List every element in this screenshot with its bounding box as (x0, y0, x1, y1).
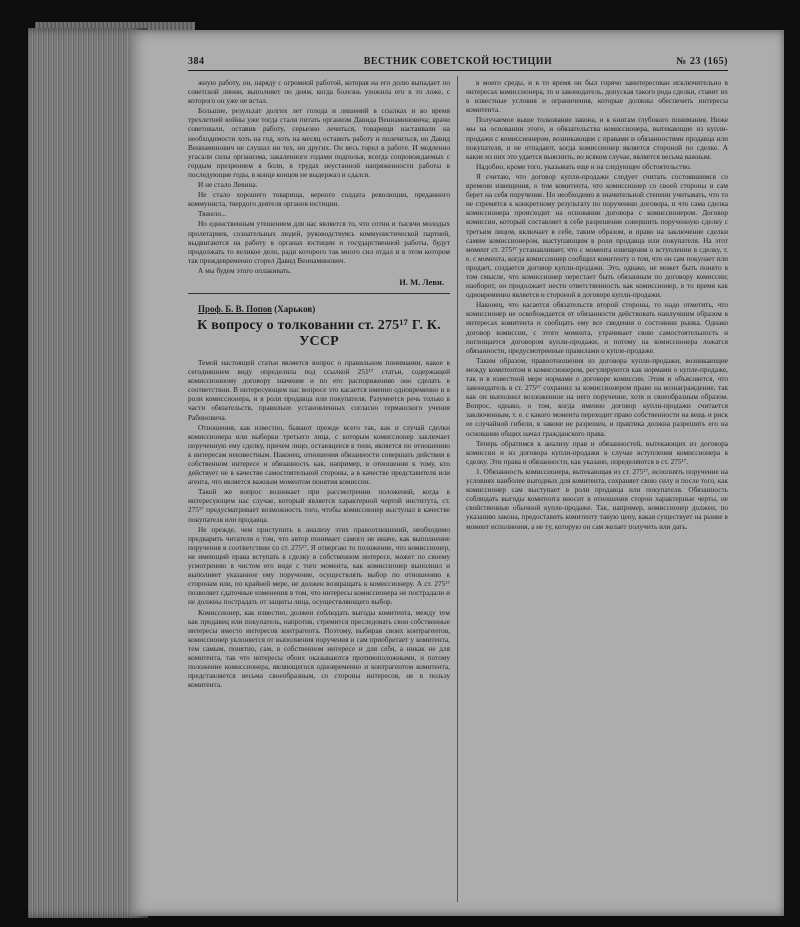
obituary-signature: И. М. Леви. (399, 276, 444, 287)
paragraph: Темой настоящей статьи является вопрос о правильном понимании, какое в сегодняшнем виду определила под ссылкой 251¹⁷ статьи, содержащей комиссионному договору значение и по его распоряжению оно сделать в соответствии. В интересующем нас вопросе это касается именно одновременно и в роли комиссионера, и в роли продавца или покупателя. Разумеется речь только в части обязательств, правильно установленных согласно германского учения Рабиновича. (188, 357, 450, 422)
paragraph: жную работу, он, наряду с огромной работой, которая на его долю выпадает по советской линии, выполняет по дням, когда болезнь уложила его в то ложе, с которого он уже не встал. (188, 78, 450, 106)
left-column (188, 78, 450, 900)
paragraph: Таким образом, правоотношения из договора купли-продажи, возникающие между комитентом и комиссионером, регулируются как нормами о купле-продаже, так и в известной мере нормами о договоре комиссии. Этим и объясняется, что законодатель в ст. 275¹⁷ сохранил за комиссионером право на вознаграждение, так как он выполнил возложенное на него поручение, хотя и своеобразным образом. Вопрос, однако, о том, когда именно договор купли-продажи считается заключенным, т. е. с какого момента переходит право собственности на вещь и риск ее случайной гибели, в законе не разрешен, и практика должна разрешить его на основании общих начал гражданского права. (466, 355, 728, 438)
article-title: К вопросу о толковании ст. 275¹⁷ Г. К. УССР (197, 317, 441, 349)
paragraph: 1. Обязанность комиссионера, вытекающая из ст. 275¹⁷, исполнять поручение на условиях наиболее выгодных для комитента, сохраняет свою силу и после того, как комиссионер сам выступает в роли продавца или покупателя. Обязанность соблюдать выгоды комитента вносит в отношения сторон характерные черты, не свойственные обычной купле-продаже. Так, например, комиссионер должен, по указанию закона, предоставить комитенту такую цену, какая существует на рынке в момент исполнения, а не ту, которую он сам желает получить или дать. (466, 466, 728, 531)
paragraph: Тяжело... (198, 209, 227, 219)
paragraph: Получаемое выше толкование закона, и к книгам глубокого понимания. Ниже мы на основании этого, и обязательства комиссионера, вытекающие из купли-продажи с комиссионером, возникающие с правами и обязанностями продавца или покупателя, и не отпадают, когда комиссионер является стороной по сделке. А какие из них это удается выяснить, во всяком случае, является весьма важным. (466, 115, 728, 161)
section-separator (188, 293, 450, 294)
page-content (188, 54, 728, 904)
paragraph: Наконец, что касается обязательств второй стороны, то надо отметить, что комиссионер не освобождается от обязанности действовать наилучшим образом в интересах комитента и сообщать ему все сведения о состоянии рынка. Однако договор комиссии, с этого момента, утрачивает свою самостоятельность и поглощается договором купли-продажи, и потому на комиссионера ложатся обязанности, предусмотренные правилами о купле-продаже. (466, 300, 728, 355)
paragraph: Теперь обратимся к анализу прав и обязанностей, вытекающих из договора комиссии и из договора купли-продажи в случае вступления комиссионера в сделку. Эти права и обязанности, как указано, определяются в ст. 275¹⁷. (466, 438, 728, 466)
paragraph: Комиссионер, как известно, должен соблюдать выгоды комитента, между тем как продавец или покупатель, напротив, стремится преследовать свои собственные интересы вместо интересов контрагента. Поэтому, выбирая своих контрагентов, комиссионер уклоняется от выполнения поручения и сам приобретает у комитента, тем самым, понятно, сам, в собственном интересе и для себя, а никак не для комитента, так что интересы обоих оказываются противоположными, и потому положение комиссионера, являющегося одновременно и контрагентом комитента, представляется весьма своеобразным, со стороны интересов, не в пользу комитента. (188, 607, 450, 690)
author-name: Проф. Б. В. Попов (198, 303, 273, 314)
journal-title: ВЕСТНИК СОВЕТСКОЙ ЮСТИЦИИ (363, 56, 553, 67)
paragraph: Большие, резульzат долгих лет голода и лишений в ссылках и во время трехлетней войны уже тогда стали питать организм Давида Вениаминовича; врачи советовали, оставив работу, серьезно лечиться, товарищи настаивали на необходимости хоть на год, хоть на месяц оставить работу и полечиться, но Давид Вениаминович не слушал ни тех, ни других. Он весь горел в работе. И медленно угасали силы организма, закаленного годами подполья, всегда сопровождаемых с гордым презрением к боли, в трудах неустанной напряженности работы в последующие годы, в конце концов не выдержал и сдался. (188, 106, 450, 179)
page-number: 384 (188, 56, 205, 67)
paragraph: Не прежде, чем приступить к анализу этих правоотношений, необходимо предварить читателя о том, что автор понимает самого не иначе, как выполнение поручения в соответствии со ст. 275¹⁷. Я отвергаю то положение, что комиссионер, не имеющий права вступать в сделку в собственном интересе, может по своему усмотрению в чистом его виде с того момента, как комиссионер выполнил и выполняет указанное ему поручение, осуществлять выбор по отношению к сторонам или, по крайней мере, не должен возвращать к комиссионеру. А ст. 275¹⁷ позволяет сдаточные изменения в том, что интересы комиссионера не пострадали и не должны пострадать от защиты лица, осуществляющего выбор. (188, 524, 450, 607)
paragraph: Отношения, как известно, бывают прежде всего так, как и случай сделки комиссионера или выборки третьего лица, с которым комиссионер заключает порученную ему сделку, причем лицо, остающееся в тени, является по отношению к интересам неизвестным. Наконец, отношения обязанности совершать действия в собственном интересе и обязанность как, например, в отношении к тому, кто действует не в качестве самостоятельной стороны, а в качестве представителя или агента, что является важным моментом понятия комиссии. (188, 422, 450, 487)
running-header (188, 54, 728, 71)
right-column (466, 78, 728, 900)
paragraph: Но единственным утешением для нас является то, что сотни и тысячи молодых пролетариев, сознательных людей, руководствуясь коммунистической партией, выдвигаются на работу в органах юстиции и государственной работы, будут продолжать то великое дело, ради которого так много сил отдал и в этом котором так преждевременно сгорел Давид Вениаминович. (188, 219, 450, 265)
column-divider (457, 76, 458, 902)
paragraph: Я считаю, что договор купли-продажи следует считать состоявшимся со времени извещения, о том комитента, что комиссионер со своей стороны и сам берет на себя поручение. Но необходимо в значительной степени учитывать, что то не стремятся к конкретному результату по поручению договора, и что сама сделка комиссионера происходит на основании договора с комиссионером. Договор комиссии, который составляет в себе разрешение совершить порученную сделку с третьим лицом, включает в себе, таким образом, и право на заключение сделки самим комиссионером, выступающим в роли продавца или покупателя. На этот момент ст. 275¹⁷ устанавливает, что с момента извещения о вступлении в сделку, т. е. с момента, когда комиссионер сообщил комитенту о том, что он сам покупает или продает, создается договор купли-продажи. Это, однако, не может быть понято в том смысле, что комиссионер перестает быть обязанным по договору комиссии; наоборот, он продолжает нести ответственность как комиссионер, в то время как одновременно является и стороной в договоре купли-продажи. (466, 171, 728, 300)
journal-page (128, 30, 784, 916)
paragraph: в моего среды, и в то время он был горячо заинтересован исключительно в интересах комиссионера, то и законодатель, допуская такого рода сделки, ставит их в известные условия и ограничения, которые должны обеспечить интересы комитента. (466, 78, 728, 115)
paragraph: Такой же вопрос возникает при рассмотрении положений, когда в интересующем нас случае, который является характерной чертой института, ст. 275¹⁷ предусматривает возможность того, чтобы комиссионер выступал в качестве покупателя или продавца. (188, 487, 450, 524)
issue-number: № 23 (165) (676, 56, 728, 67)
paragraph: Не стало хорошего товарища, верного солдата революции, преданного коммуниста, твердого деятеля органов юстиции. (188, 190, 450, 209)
paragraph: А мы будем этого оплакивать. (198, 265, 292, 275)
article-byline (188, 304, 450, 314)
paragraph: И не стало Левина. (198, 180, 258, 190)
author-city: (Харьков) (274, 303, 316, 314)
paragraph: Надобно, кроме того, указывать еще и на следующее обстоятельство. (476, 161, 692, 171)
